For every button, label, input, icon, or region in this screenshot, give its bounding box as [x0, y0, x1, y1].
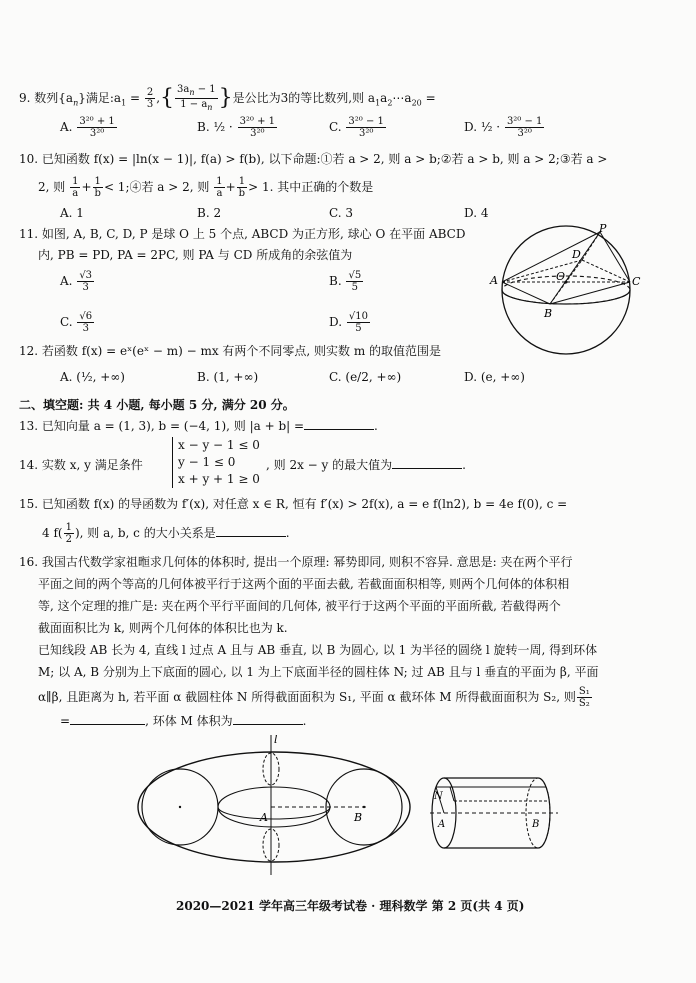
q16-line7: α∥β, 且距离为 h, 若平面 α 截圆柱体 N 所得截面面积为 S₁, 平面 α 截环体 M 所得截面面积为 S₂, 则 $\frac{\text{S₁}}{\text{S₂}}$ [38, 686, 590, 709]
q12-line1: 12. 若函数 f(x) = eˣ(eˣ − m) − mx 有两个不同零点, 则实数 m 的取值范围是 [19, 344, 442, 358]
q16-line4: 截面面积比为 k, 则两个几何体的体积比也为 k. [38, 621, 288, 635]
q9-option-c: C. $\frac{\text{3²⁰ − 1}}{\text{3²⁰}}$ [329, 116, 384, 139]
q10-option-d: D. 4 [464, 206, 489, 220]
sphere-figure [484, 222, 644, 358]
q16-line8: = , 环体 M 体积为 . [60, 714, 307, 728]
q16-line1: 16. 我国古代数学家祖暅求几何体的体积时, 提出一个原理: 幂势即同, 则积不容异. 意思是: 夹在两个平行 [19, 555, 573, 569]
q10-option-a: A. 1 [60, 206, 84, 220]
q11-option-d: D. $\frac{√10}{5}$ [329, 311, 368, 334]
sphere-label-b: B [544, 307, 553, 320]
q10-option-b: B. 2 [197, 206, 222, 220]
torus-label-a: A [260, 811, 268, 824]
sphere-label-a: A [490, 274, 498, 287]
q11-line1: 11. 如图, A, B, C, D, P 是球 O 上 5 个点, ABCD 为正方形, 球心 O 在平面 ABCD [19, 227, 466, 241]
q10-line2: 2, 则 $\frac{1}{a}$ + $\frac{1}{b}$ < 1;④若 a > 2, 则 $\frac{1}{a}$ + $\frac{1}{b}$ > 1. 其中正确的个数是 [38, 176, 374, 199]
sphere-label-o: O [556, 270, 566, 283]
section-2-heading: 二、填空题: 共 4 小题, 每小题 5 分, 满分 20 分。 [19, 398, 295, 412]
torus-label-l: l [274, 735, 278, 746]
torus-figure [128, 735, 428, 875]
cylinder-label-b: B [532, 819, 540, 830]
sphere-label-d: D [572, 248, 581, 261]
q11-option-c: C. $\frac{√6}{3}$ [60, 311, 93, 334]
q11-option-b: B. $\frac{√5}{5}$ [329, 270, 362, 293]
q10-line1: 10. 已知函数 f(x) = |ln(x − 1)|, f(a) > f(b), 以下命题:①若 a > 2, 则 a > b;②若 a > b, 则 a > 2;③若 a > [19, 152, 608, 166]
cylinder-label-a: A [438, 819, 446, 830]
page-footer: 2020—2021 学年高三年级考试卷 · 理科数学 第 2 页(共 4 页) [176, 899, 525, 913]
q12-option-a: A. (½, +∞) [60, 370, 125, 384]
q9-stem: 9. 数列$\{a_n\}$满足$:a_1$ = $\frac{2}{3}$ ,{ $\frac{3a_n - 1}{1 - a_n}$ }是公比为3的等比数列,则 $a_1a_2\cdots a_{20}$ = [19, 84, 436, 112]
q9-option-d: D. ½ · $\frac{\text{3²⁰ − 1}}{\text{3²⁰}}$ [464, 116, 543, 139]
cylinder-figure [430, 765, 565, 865]
q11-option-a: A. $\frac{√3}{3}$ [60, 270, 93, 293]
q12-option-c: C. (e/2, +∞) [329, 370, 402, 384]
q14-pre: 14. 实数 x, y 满足条件 [19, 458, 143, 472]
q16-line6: M; 以 A, B 分别为上下底面的圆心, 以 1 为上下底面半径的圆柱体 N; 过 AB 且与 l 垂直的平面为 β, 平面 [38, 665, 599, 679]
q15-line1: 15. 已知函数 f(x) 的导函数为 f′(x), 对任意 x ∈ R, 恒有 f′(x) > 2f(x), a = e f(ln2), b = 4e f(0), c = [19, 497, 568, 511]
q16-line3: 等, 这个定理的推广是: 夹在两个平行平面间的几何体, 被平行于这两个平面的平面所截, 若截得两个 [38, 599, 561, 613]
q15-line2: 4 f( $\frac{1}{2}$ ), 则 a, b, c 的大小关系是 . [42, 522, 290, 545]
torus-label-b: B [354, 811, 363, 824]
sphere-label-c: C [632, 275, 641, 288]
q14-post: , 则 2x − y 的最大值为 . [266, 458, 466, 472]
q16-line2: 平面之间的两个等高的几何体被平行于这两个面的平面去截, 若截面面积相等, 则两个几何体的体积相 [38, 577, 570, 591]
q12-option-d: D. (e, +∞) [464, 370, 525, 384]
q11-line2: 内, PB = PD, PA = 2PC, 则 PA 与 CD 所成角的余弦值为 [38, 248, 353, 262]
q13-line: 13. 已知向量 a = (1, 3), b = (−4, 1), 则 |a + b| = . [19, 419, 378, 433]
q10-option-c: C. 3 [329, 206, 354, 220]
q14-constraints: x − y − 1 ≤ 0 y − 1 ≤ 0 x + y + 1 ≥ 0 [172, 437, 260, 488]
q12-option-b: B. (1, +∞) [197, 370, 259, 384]
sphere-label-p: P [599, 222, 607, 235]
q9-option-a: A. $\frac{\text{3²⁰ + 1}}{\text{3²⁰}}$ [60, 116, 115, 139]
cylinder-label-n: N [434, 791, 443, 802]
q16-line5: 已知线段 AB 长为 4, 直线 l 过点 A 且与 AB 垂直, 以 B 为圆心, 以 1 为半径的圆绕 l 旋转一周, 得到环体 [38, 643, 598, 657]
q9-option-b: B. ½ · $\frac{\text{3²⁰ + 1}}{\text{3²⁰}}$ [197, 116, 276, 139]
